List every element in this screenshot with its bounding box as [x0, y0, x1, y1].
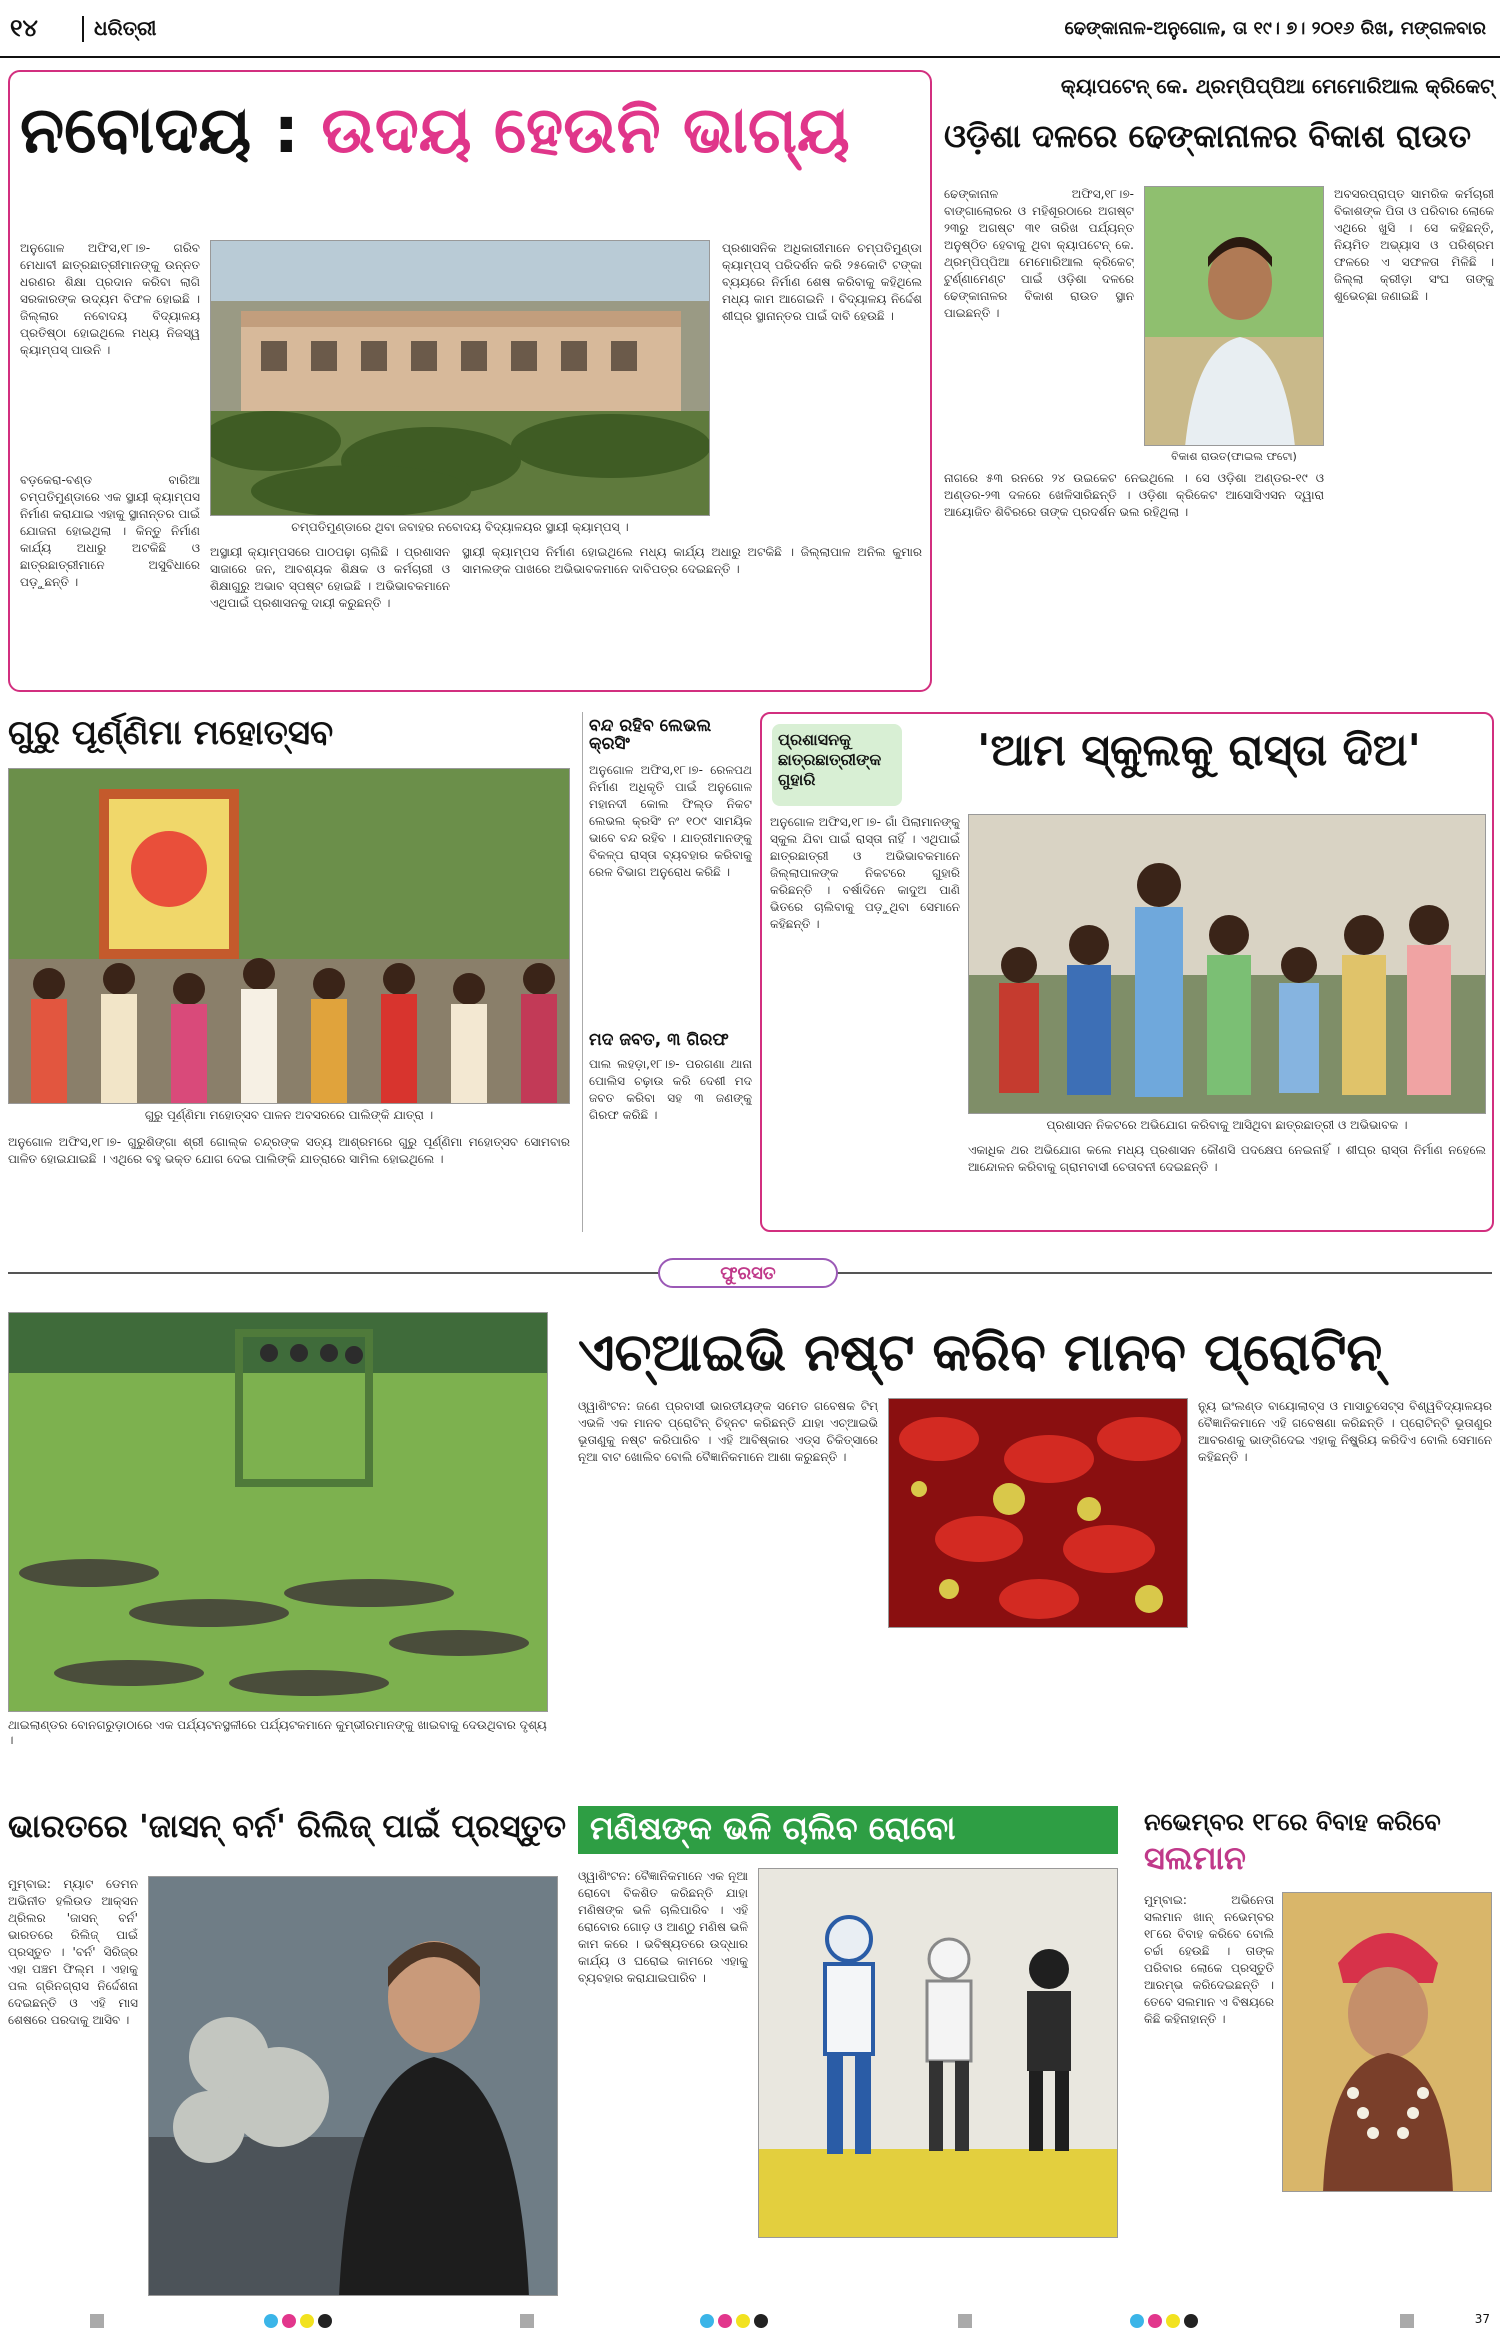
- hiv-story: [578, 1312, 1492, 1782]
- footer-page-number: 37: [1474, 2312, 1490, 2326]
- black-register-mark-3: [1184, 2314, 1198, 2328]
- section-band-label-box: [658, 1258, 838, 1288]
- robot-photo: [758, 1868, 1118, 2238]
- footer-gray-block-end: [1400, 2314, 1414, 2328]
- hiv-photo: [888, 1398, 1188, 1628]
- masthead: [0, 0, 1500, 62]
- jason-headline: ଭାରତରେ 'ଜାସନ୍ ବର୍ନ' ରିଲିଜ୍ ପାଇଁ ପ୍ରସ୍ତୁତ: [8, 1807, 567, 1845]
- footer: [0, 2310, 1500, 2334]
- children-group-illustration: [969, 815, 1486, 1114]
- jason-story: [8, 1806, 568, 2326]
- robots-illustration: [759, 1869, 1118, 2238]
- crocodile-pond-illustration: [9, 1313, 548, 1712]
- cricket-caption: ବିକାଶ ରାଉତ(ଫାଇଲ ଫଟୋ): [1171, 450, 1297, 463]
- robot-headline-band: [578, 1806, 1118, 1854]
- robot-body: ଓ୍ୱାଶିଂଟନ: ବୈଜ୍ଞାନିକମାନେ ଏକ ନୂଆ ରୋବୋ ବିକଶିତ କରିଛନ୍ତି ଯାହା ମଣିଷଙ୍କ ଭଳି ଚାଲିପାରିବ । ଏହି ରୋବୋର ଗୋଡ଼ ଓ ଆଣ୍ଠୁ ମଣିଷ ଭଳି କାମ କରେ । ଭବିଷ୍ୟତରେ ଉଦ୍ଧାର କାର୍ଯ୍ୟ ଓ ଘରୋଇ କାମରେ ଏହାକୁ ବ୍ୟବହାର କରାଯାଇପାରିବ ।: [578, 1869, 748, 1986]
- footer-gray-block-mid: [520, 2314, 534, 2328]
- salman-story: [1144, 1806, 1492, 2326]
- salman-photo: [1282, 1892, 1492, 2192]
- bandh-sub-headline: ମଦ ଜବତ, ୩ ଗିରଫ: [589, 1029, 729, 1050]
- section-band: [8, 1258, 1492, 1288]
- cricket-col1: ଢେଙ୍କାନାଳ ଅଫିସ,୧୮।୭- ବାଙ୍ଗାଲୋରର ଓ ମହିଶୂରଠାରେ ଅଗଷ୍ଟ ୨୩ରୁ ଅଗଷ୍ଟ ୩୧ ତାରିଖ ପର୍ଯ୍ୟନ୍ତ ଅନୁଷ୍ଠିତ ହେବାକୁ ଥିବା କ୍ୟାପଟେନ୍ କେ. ଥ୍ରମ୍ପିପ୍ପିଆ ମେମୋରିଆଲ କ୍ରିକେଟ୍ ଟୁର୍ଣ୍ଣାମେଣ୍ଟ ପାଇଁ ଓଡ଼ିଶା ଦଳରେ ଢେଙ୍କାନାଳର ବିକାଶ ରାଉତ ସ୍ଥାନ ପାଇଛନ୍ତି ।: [944, 187, 1134, 321]
- player-portrait: [1145, 187, 1324, 446]
- cyan-register-mark-3: [1130, 2314, 1144, 2328]
- magenta-register-mark: [282, 2314, 296, 2328]
- salman-name: ସଲମାନ: [1144, 1839, 1246, 1877]
- hiv-headline: ଏଚ୍‌ଆଇଭି ନଷ୍ଟ କରିବ ମାନବ ପ୍ରୋଟିନ୍: [578, 1323, 1383, 1383]
- croc-photo: [8, 1312, 548, 1712]
- jason-body: ମୁମ୍ବାଇ: ମ୍ୟାଟ ଡେମନ ଅଭିନୀତ ହଲିଉଡ ଆକ୍ସନ ଥ୍ରିଲର 'ଜାସନ୍ ବର୍ନ' ଭାରତରେ ରିଲିଜ୍ ପାଇଁ ପ୍ରସ୍ତୁତ । 'ବର୍ନ' ସିରିଜ୍‌ର ଏହା ପଞ୍ଚମ ଫିଲ୍ମ । ଏହାକୁ ପଲ ଗ୍ରିନଗ୍ରାସ ନିର୍ଦ୍ଦେଶନା ଦେଇଛନ୍ତି ଓ ଏହି ମାସ ଶେଷରେ ପରଦାକୁ ଆସିବ ।: [8, 1877, 138, 2028]
- yellow-register-mark-3: [1166, 2314, 1180, 2328]
- jason-photo: [148, 1876, 558, 2296]
- navodaya-headline: [20, 94, 920, 168]
- school-col1: ଅନୁଗୋଳ ଅଫିସ,୧୮।୭- ଗାଁ ପିଲାମାନଙ୍କୁ ସ୍କୁଲ ଯିବା ପାଇଁ ରାସ୍ତା ନାହିଁ । ଏଥିପାଇଁ ଛାତ୍ରଛାତ୍ରୀ ଓ ଅଭିଭାବକମାନେ ଜିଲ୍ଲାପାଳଙ୍କ ନିକଟରେ ଗୁହାରି କରିଛନ୍ତି । ବର୍ଷାଦିନେ କାଦୁଅ ପାଣି ଭିତରେ ଚାଲିବାକୁ ପଡ଼ୁଥିବା ସେମାନେ କହିଛନ୍ତି ।: [770, 815, 960, 932]
- procession-illustration: [9, 769, 570, 1104]
- guru-headline: ଗୁରୁ ପୂର୍ଣ୍ଣିମା ମହୋତ୍ସବ: [8, 713, 334, 753]
- cricket-kicker: କ୍ୟାପଟେନ୍ କେ. ଥ୍ରମ୍ପିପ୍ପିଆ ମେମୋରିଆଲ କ୍ରିକେଟ୍: [1060, 74, 1494, 98]
- bandh-sub-body: ପାଲ ଲହଡ଼ା,୧୮।୭- ପରଗଣା ଥାନା ପୋଲିସ ଚଢ଼ାଉ କରି ଦେଶୀ ମଦ ଜବତ କରିବା ସହ ୩ ଜଣଙ୍କୁ ଗିରଫ କରିଛି ।: [589, 1056, 752, 1122]
- black-register-mark-2: [754, 2314, 768, 2328]
- magenta-register-mark-2: [718, 2314, 732, 2328]
- section-band-label: ଫୁରସତ: [720, 1263, 776, 1284]
- navodaya-col1b: ବଡ଼କେରା-ବଣ୍ଡ ବାରିଆ ଚମ୍ପତିମୁଣ୍ଡାରେ ଏକ ସ୍ଥାୟୀ କ୍ୟାମ୍ପସ ନିର୍ମାଣ କରାଯାଇ ଏହାକୁ ସ୍ଥାନାନ୍ତର ପାଇଁ ଯୋଜନା ହୋଇଥିଲା । କିନ୍ତୁ ନିର୍ମାଣ କାର୍ଯ୍ୟ ଅଧାରୁ ଅଟକିଛି ଓ ଛାତ୍ରଛାତ୍ରୀମାନେ ଅସୁବିଧାରେ ପଡ଼ୁଛନ୍ତି ।: [20, 473, 200, 590]
- guru-photo: [8, 768, 570, 1104]
- robot-headline: ମଣିଷଙ୍କ ଭଳି ଚାଲିବ ରୋବୋ: [590, 1809, 956, 1847]
- cricket-col3: ଅବସରପ୍ରାପ୍ତ ସାମରିକ କର୍ମଚାରୀ ବିକାଶଙ୍କ ପିତା ଓ ପରିବାର ଲୋକେ ଏଥିରେ ଖୁସି । ସେ କହିଛନ୍ତି, ନିୟମିତ ଅଭ୍ୟାସ ଓ ପରିଶ୍ରମ ଫଳରେ ଏ ସଫଳତା ମିଳିଛି । ଜିଲ୍ଲା କ୍ରୀଡ଼ା ସଂଘ ତାଙ୍କୁ ଶୁଭେଚ୍ଛା ଜଣାଇଛି ।: [1334, 187, 1494, 304]
- yellow-register-mark-2: [736, 2314, 750, 2328]
- navodaya-story: [8, 70, 932, 692]
- school-kicker-box: [772, 724, 902, 806]
- masthead-separator: [82, 16, 84, 42]
- footer-gray-block-left: [90, 2314, 104, 2328]
- salman-body: ମୁମ୍ବାଇ: ଅଭିନେତା ସଲମାନ ଖାନ୍ ନଭେମ୍ବର ୧୮ରେ ବିବାହ କରିବେ ବୋଲି ଚର୍ଚ୍ଚା ହେଉଛି । ତାଙ୍କ ପରିବାର ଲୋକେ ପ୍ରସ୍ତୁତି ଆରମ୍ଭ କରିଦେଇଛନ୍ତି । ତେବେ ସଲମାନ ଏ ବିଷୟରେ କିଛି କହିନାହାନ୍ତି ।: [1144, 1893, 1274, 2027]
- croc-story: [8, 1312, 548, 1782]
- cyan-register-mark-2: [700, 2314, 714, 2328]
- school-col2: ଏକାଧିକ ଥର ଅଭିଯୋଗ କଲେ ମଧ୍ୟ ପ୍ରଶାସନ କୌଣସି ପଦକ୍ଷେପ ନେଇନାହିଁ । ଶୀଘ୍ର ରାସ୍ତା ନିର୍ମାଣ ନହେଲେ ଆନ୍ଦୋଳନ କରିବାକୁ ଗ୍ରାମବାସୀ ଚେତାବନୀ ଦେଇଛନ୍ତି ।: [968, 1143, 1486, 1175]
- guru-caption: ଗୁରୁ ପୂର୍ଣ୍ଣିମା ମହୋତ୍ସବ ପାଳନ ଅବସରରେ ପାଲିଙ୍କି ଯାତ୍ରା ।: [144, 1108, 434, 1122]
- school-kicker: ପ୍ରଶାସନକୁ ଛାତ୍ରଛାତ୍ରୀଙ୍କ ଗୁହାରି: [778, 730, 882, 789]
- guru-story: [8, 712, 578, 1232]
- cricket-col2: ନାଗରେ ୫୩ ରନରେ ୨୪ ଉଇକେଟ ନେଇଥିଲେ । ସେ ଓଡ଼ିଶା ଅଣ୍ଡର-୧୯ ଓ ଅଣ୍ଡର-୨୩ ଦଳରେ ଖେଳିସାରିଛନ୍ତି । ଓଡ଼ିଶା କ୍ରିକେଟ ଆସୋସିଏସନ ଦ୍ୱାରା ଆୟୋଜିତ ଶିବିରରେ ତାଙ୍କ ପ୍ରଦର୍ଶନ ଭଲ ରହିଥିଲା ।: [944, 471, 1324, 520]
- bandh-body: ଅନୁଗୋଳ ଅଫିସ,୧୮।୭- ରେଳପଥ ନିର୍ମାଣ ଅଧିକୃତି ପାଇଁ ଅନୁଗୋଳ ମହାନଦୀ କୋଲ ଫିଲ୍ଡ ନିକଟ ଲେଭଲ କ୍ରସିଂ ନଂ ୧୦୯ ସାମୟିକ ଭାବେ ବନ୍ଦ ରହିବ । ଯାତ୍ରୀମାନଙ୍କୁ ବିକଳ୍ପ ରାସ୍ତା ବ୍ୟବହାର କରିବାକୁ ରେଳ ବିଭାଗ ଅନୁରୋଧ କରିଛି ।: [589, 762, 752, 879]
- magenta-register-mark-3: [1148, 2314, 1162, 2328]
- navodaya-headline-left: ନବୋଦୟ :: [20, 94, 300, 168]
- page-number: ୧୪: [10, 14, 38, 42]
- hiv-col2: ନ୍ୟୁ ଇଂଲଣ୍ଡ ବାୟୋଲାବ୍ସ ଓ ମାସାଚୁସେଟ୍ସ ବିଶ୍ୱବିଦ୍ୟାଳୟର ବୈଜ୍ଞାନିକମାନେ ଏହି ଗବେଷଣା କରିଛନ୍ତି । ପ୍ରୋଟିନ୍ଟି ଭୂତାଣୁର ଆବରଣକୁ ଭାଙ୍ଗିଦେଇ ଏହାକୁ ନିଷ୍କ୍ରିୟ କରିଦିଏ ବୋଲି ସେମାନେ କହିଛନ୍ତି ।: [1198, 1399, 1492, 1465]
- robot-story: [578, 1806, 1140, 2326]
- bandh-headline: ବନ୍ଦ ରହିବ ଲେଭଲ କ୍ରସିଂ: [589, 716, 712, 754]
- cyan-register-mark: [264, 2314, 278, 2328]
- school-photo: [968, 814, 1486, 1114]
- groom-portrait-illustration: [1283, 1893, 1492, 2192]
- school-headline: 'ଆମ ସ୍କୁଲକୁ ରାସ୍ତା ଦିଅ': [976, 725, 1422, 776]
- navodaya-caption: ଚମ୍ପତିମୁଣ୍ଡାରେ ଥିବା ଜବାହର ନବୋଦୟ ବିଦ୍ୟାଳୟର ସ୍ଥାୟୀ କ୍ୟାମ୍ପସ୍ ।: [291, 520, 629, 534]
- edition-line: ଢେଙ୍କାନାଳ-ଅନୁଗୋଳ, ତା ୧୯। ୭। ୨୦୧୬ ରିଖ, ମଙ୍ଗଳବାର: [1064, 18, 1486, 39]
- navodaya-headline-right: ଉଦୟ ହେଉନି ଭାଗ୍ୟ: [321, 94, 850, 168]
- cricket-story: [944, 66, 1494, 696]
- salman-kicker: ନଭେମ୍ବର ୧୮ରେ ବିବାହ କରିବେ: [1144, 1808, 1441, 1836]
- navodaya-photo: [210, 240, 710, 516]
- cricket-photo: [1144, 186, 1324, 446]
- school-caption: ପ୍ରଶାସନ ନିକଟରେ ଅଭିଯୋଗ କରିବାକୁ ଆସିଥିବା ଛାତ୍ରଛାତ୍ରୀ ଓ ଅଭିଭାବକ ।: [1046, 1118, 1408, 1132]
- school-story: [760, 712, 1494, 1232]
- navodaya-col2: ଅସ୍ଥାୟୀ କ୍ୟାମ୍ପସରେ ପାଠପଢ଼ା ଚାଲିଛି । ପ୍ରଶାସନ ସାଜାରେ ଜନ, ଆବଶ୍ୟକ ଶିକ୍ଷକ ଓ କର୍ମଚାରୀ ଓ ଶିକ୍ଷାଗୁରୁ ଅଭାବ ସ୍ପଷ୍ଟ ହୋଇଛି । ଅଭିଭାବକମାନେ ଏଥିପାଇଁ ପ୍ରଶାସନକୁ ଦାୟୀ କରୁଛନ୍ତି ।: [210, 545, 450, 611]
- black-register-mark: [318, 2314, 332, 2328]
- navodaya-col3b: ସ୍ଥାୟୀ କ୍ୟାମ୍ପସ ନିର୍ମାଣ ହୋଇଥିଲେ ମଧ୍ୟ କାର୍ଯ୍ୟ ଅଧାରୁ ଅଟକିଛି । ଜିଲ୍ଲାପାଳ ଅନିଲ କୁମାର ସାମଲଙ୍କ ପାଖରେ ଅଭିଭାବକମାନେ ଦାବିପତ୍ର ଦେଇଛନ୍ତି ।: [462, 545, 922, 577]
- virus-blood-cells-illustration: [889, 1399, 1188, 1628]
- footer-gray-block-right: [958, 2314, 972, 2328]
- school-building-illustration: [211, 241, 710, 516]
- cricket-headline: ଓଡ଼ିଶା ଦଳରେ ଢେଙ୍କାନାଳର ବିକାଶ ରାଉତ: [944, 117, 1472, 155]
- guru-body: ଅନୁଗୋଳ ଅଫିସ,୧୮।୭- ଗୁରୁଶିଙ୍ଗା ଶ୍ରୀ ଗୋଲ୍କ ଚନ୍ଦ୍ରଙ୍କ ସତ୍ୟ ଆଶ୍ରମରେ ଗୁରୁ ପୂର୍ଣ୍ଣିମା ମହୋତ୍ସବ ସୋମବାର ପାଳିତ ହୋଇଯାଇଛି । ଏଥିରେ ବହୁ ଭକ୍ତ ଯୋଗ ଦେଇ ପାଲିଙ୍କି ଯାତ୍ରାରେ ସାମିଲ ହୋଇଥିଲେ ।: [8, 1135, 570, 1167]
- actor-poster-illustration: [149, 1877, 558, 2296]
- croc-caption: ଥାଇଲାଣ୍ଡର ବୋନଗରୁଡ଼ାଠାରେ ଏକ ପର୍ଯ୍ୟଟନସ୍ଥଳୀରେ ପର୍ଯ୍ୟଟକମାନେ କୁମ୍ଭୀରମାନଙ୍କୁ ଖାଇବାକୁ ଦେଉଥିବାର ଦୃଶ୍ୟ ।: [8, 1718, 547, 1747]
- hiv-col1: ଓ୍ୱାଶିଂଟନ: ଜଣେ ପ୍ରବାସୀ ଭାରତୀୟଙ୍କ ସମେତ ଗବେଷକ ଟିମ୍ ଏଭଳି ଏକ ମାନବ ପ୍ରୋଟିନ୍ ଚିହ୍ନଟ କରିଛନ୍ତି ଯାହା ଏଚ୍‌ଆଇଭି ଭୂତାଣୁକୁ ନଷ୍ଟ କରିପାରିବ । ଏହି ଆବିଷ୍କାର ଏଡ୍ସ ଚିକିତ୍ସାରେ ନୂଆ ବାଟ ଖୋଲିବ ବୋଲି ବୈଜ୍ଞାନିକମାନେ ଆଶା କରୁଛନ୍ତି ।: [578, 1399, 878, 1465]
- yellow-register-mark: [300, 2314, 314, 2328]
- paper-name: ଧରିତ୍ରୀ: [94, 16, 157, 40]
- navodaya-col3: ପ୍ରଶାସନିକ ଅଧିକାରୀମାନେ ଚମ୍ପତିମୁଣ୍ଡା କ୍ୟାମ୍ପସ୍ ପରିଦର୍ଶନ କରି ୨୫କୋଟି ଟଙ୍କା ବ୍ୟୟରେ ନିର୍ମାଣ ଶେଷ କରିବାକୁ କହିଥିଲେ ମଧ୍ୟ କାମ ଆଗେଇନି । ବିଦ୍ୟାଳୟ ନିର୍ଦ୍ଦେଶ ଶୀଘ୍ର ସ୍ଥାନାନ୍ତର ପାଇଁ ଦାବି ହେଉଛି ।: [722, 241, 922, 324]
- masthead-rule: [0, 56, 1500, 58]
- bandh-story: [582, 712, 752, 1232]
- navodaya-col1: ଅନୁଗୋଳ ଅଫିସ,୧୮।୭- ଗରିବ ମେଧାବୀ ଛାତ୍ରଛାତ୍ରୀମାନଙ୍କୁ ଉନ୍ନତ ଧରଣର ଶିକ୍ଷା ପ୍ରଦାନ କରିବା ଲାଗି ସରକାରଙ୍କ ଉଦ୍ୟମ ବିଫଳ ହୋଇଛି । ଜିଲ୍ଲାର ନବୋଦୟ ବିଦ୍ୟାଳୟ ପ୍ରତିଷ୍ଠା ହୋଇଥିଲେ ମଧ୍ୟ ନିଜସ୍ୱ କ୍ୟାମ୍ପସ୍ ପାଉନି ।: [20, 241, 200, 358]
